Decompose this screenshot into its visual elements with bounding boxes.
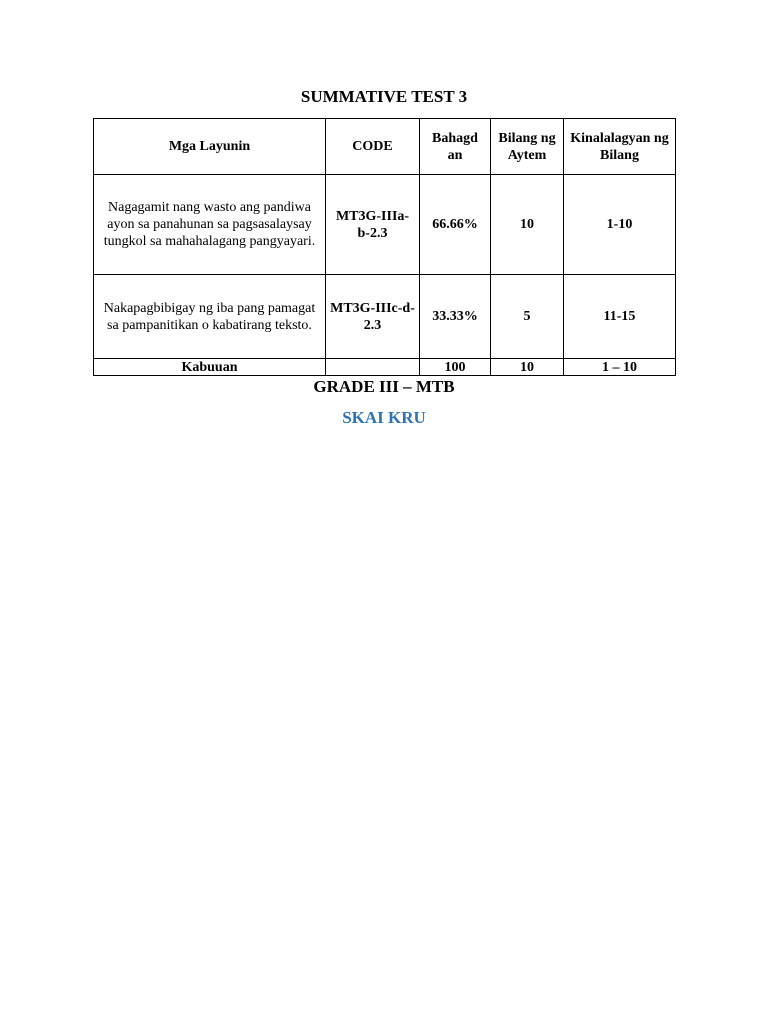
items-cell: 5	[491, 275, 564, 359]
total-items-cell: 10	[491, 359, 564, 376]
page-title: SUMMATIVE TEST 3	[300, 87, 468, 106]
items-cell: 10	[491, 175, 564, 275]
objective-cell: Nagagamit nang wasto ang pandiwa ayon sa panahunan sa pagsasalaysay tungkol sa mahahalagang pangyayari.	[94, 175, 326, 275]
objective-cell: Nakapagbibigay ng iba pang pamagat sa pampanitikan o kabatirang teksto.	[94, 275, 326, 359]
percent-cell: 33.33%	[420, 275, 491, 359]
placement-cell: 1-10	[564, 175, 676, 275]
header-percentage: Bahagd an	[420, 119, 491, 175]
total-code-cell	[326, 359, 420, 376]
grade-subject: GRADE III – MTB	[313, 377, 455, 396]
header-item-count: Bilang ng Aytem	[491, 119, 564, 175]
header-objectives: Mga Layunin	[94, 119, 326, 175]
specification-table	[93, 118, 676, 376]
percent-cell: 66.66%	[420, 175, 491, 275]
total-row	[94, 359, 676, 376]
author-name: SKAI KRU	[342, 408, 426, 427]
table-header-row	[94, 119, 676, 175]
code-cell: MT3G-IIIa-b-2.3	[326, 175, 420, 275]
header-code: CODE	[326, 119, 420, 175]
total-placement-cell: 1 – 10	[564, 359, 676, 376]
table-row	[94, 275, 676, 359]
table-row	[94, 175, 676, 275]
header-item-placement: Kinalalagyan ng Bilang	[564, 119, 676, 175]
total-percent-cell: 100	[420, 359, 491, 376]
total-label-cell: Kabuuan	[94, 359, 326, 376]
placement-cell: 11-15	[564, 275, 676, 359]
code-cell: MT3G-IIIc-d-2.3	[326, 275, 420, 359]
